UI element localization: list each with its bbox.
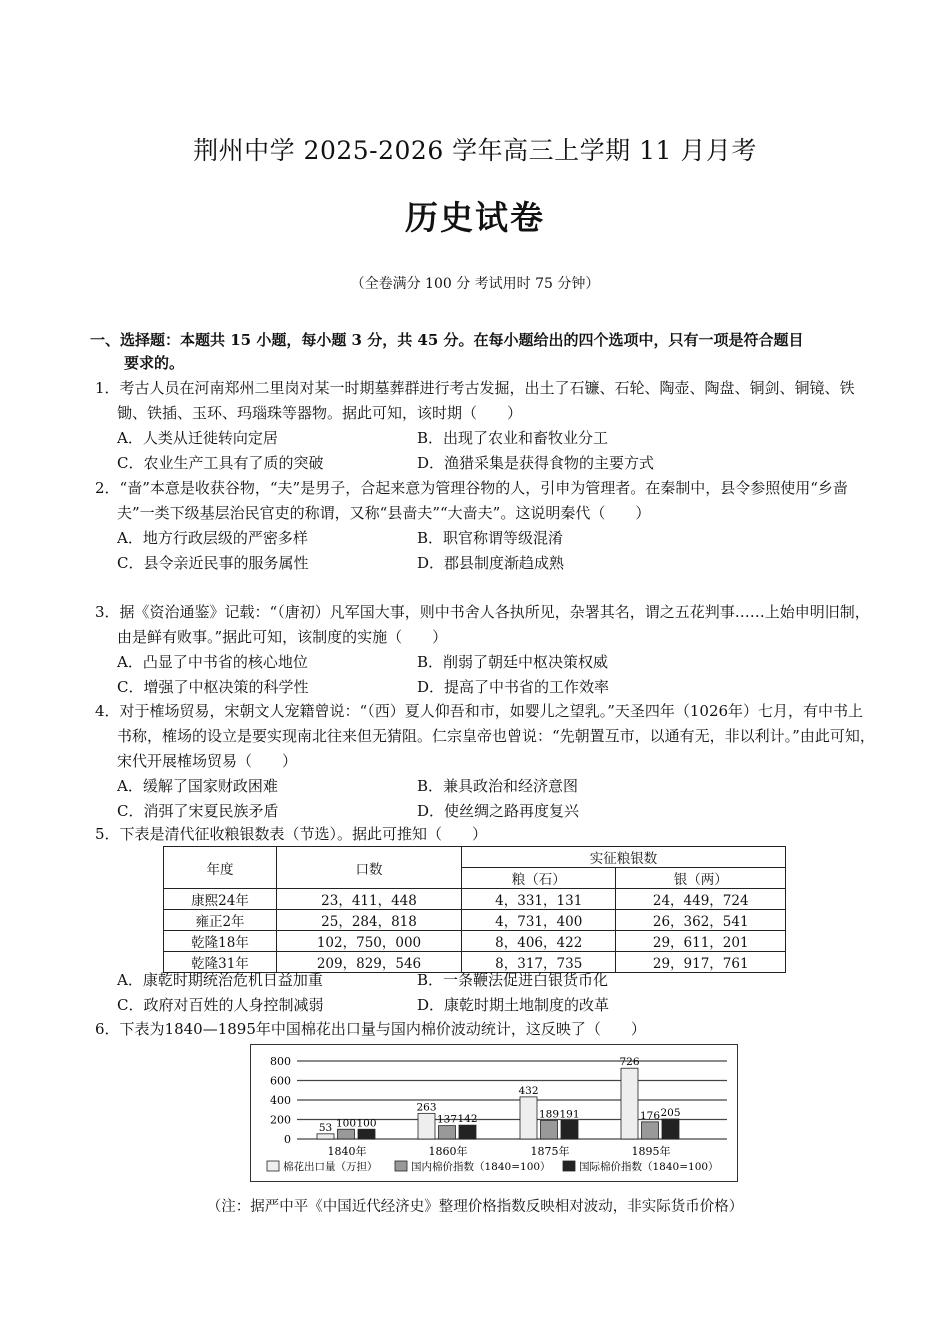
option-d[interactable]: D．康乾时期土地制度的改革: [417, 996, 610, 1014]
bar: [439, 1126, 456, 1139]
bar: [459, 1125, 476, 1139]
option-b[interactable]: B．职官称谓等级混淆: [417, 529, 564, 547]
cell-population: 25，284，818: [277, 910, 462, 931]
legend-label: 棉花出口量（万担）: [283, 1161, 378, 1173]
cell-grain: 4，331，131: [462, 889, 616, 910]
cell-grain: 8，317，735: [462, 952, 616, 973]
cell-year: 康熙24年: [164, 889, 277, 910]
option-b[interactable]: B．一条鞭法促进白银货币化: [417, 971, 609, 989]
bar: [561, 1120, 578, 1139]
cell-silver: 24，449，724: [616, 889, 786, 910]
question-4: [95, 699, 875, 824]
option-b[interactable]: B．出现了农业和畜牧业分工: [417, 429, 609, 447]
option-c[interactable]: C．政府对百姓的人身控制减弱: [117, 996, 324, 1014]
question-options: [95, 426, 875, 476]
data-label: 189: [538, 1108, 560, 1121]
question-2: [95, 476, 875, 576]
x-tick-label: 1875年: [530, 1145, 570, 1158]
subject-title: 历史试卷: [405, 198, 545, 237]
bar: [520, 1097, 537, 1139]
option-a[interactable]: A．地方行政层级的严密多样: [117, 529, 308, 547]
cell-grain: 4，731，400: [462, 910, 616, 931]
option-a[interactable]: A．人类从迁徙转向定居: [117, 429, 278, 447]
question-stem: 2．“啬”本意是收获谷物，“夫”是男子，合起来意为管理谷物的人，引申为管理者。在秦制中，县令参照使用“乡啬夫”一类下级基层治民官吏的称谓，又称“县啬夫”“大啬夫”。这说明秦代（ ）: [95, 479, 848, 522]
data-label: 205: [660, 1107, 681, 1120]
data-label: 53: [318, 1121, 333, 1134]
legend-swatch: [395, 1161, 407, 1171]
x-tick-label: 1895年: [631, 1145, 671, 1158]
col-grain-header: 粮（石）: [462, 868, 616, 889]
question-5: [95, 822, 875, 847]
question-stem: 6．下表为1840—1895年中国棉花出口量与国内棉价波动统计，这反映了（ ）: [95, 1020, 646, 1038]
question-1: [95, 376, 875, 476]
option-c[interactable]: C．县令亲近民事的服务属性: [117, 554, 309, 572]
x-tick-label: 1840年: [327, 1145, 367, 1158]
question-options: [95, 774, 875, 824]
question-options: [95, 650, 875, 700]
cotton-chart-svg: [251, 1045, 737, 1181]
question-stem: 5．下表是清代征收粮银数表（节选）。据此可推知（ ）: [95, 825, 488, 843]
option-d[interactable]: D．渔猎采集是获得食物的主要方式: [417, 454, 655, 472]
bar: [621, 1068, 638, 1139]
cell-grain: 8，406，422: [462, 931, 616, 952]
data-label: 263: [416, 1101, 437, 1114]
question-6: [95, 1017, 875, 1042]
y-tick-label: 400: [270, 1094, 291, 1107]
y-tick-label: 200: [270, 1113, 291, 1127]
option-d[interactable]: D．提高了中书省的工作效率: [417, 678, 610, 696]
col-year-header: 年度: [164, 847, 277, 889]
chart-note: （注：据严中平《中国近代经济史》整理价格指数反映相对波动，非实际货币价格）: [206, 1199, 744, 1215]
table-row: [164, 910, 786, 931]
col-silver-header: 银（两）: [616, 868, 786, 889]
cell-silver: 29，611，201: [616, 931, 786, 952]
question-stem: 1．考古人员在河南郑州二里岗对某一时期墓葬群进行考古发掘，出土了石镰、石轮、陶壶、陶盘、铜剑、铜镜、铁锄、铁插、玉环、玛瑙珠等器物。据此可知，该时期（ ）: [95, 379, 855, 422]
option-a[interactable]: A．凸显了中书省的核心地位: [117, 653, 308, 671]
col-population-header: 口数: [277, 847, 462, 889]
bar: [642, 1122, 659, 1139]
exam-info: （全卷满分 100 分 考试用时 75 分钟）: [350, 276, 600, 292]
cell-year: 乾隆18年: [164, 931, 277, 952]
table-row: [164, 931, 786, 952]
y-tick-label: 600: [270, 1074, 291, 1088]
bar: [541, 1121, 558, 1139]
question-stem: 3．据《资治通鉴》记载：“（唐初）凡军国大事，则中书舍人各执所见，杂署其名，谓之五花判事……上始申明旧制，由是鲜有败事。”据此可知，该制度的实施（ ）: [95, 603, 870, 646]
data-label: 137: [436, 1113, 458, 1126]
question-3: [95, 600, 875, 700]
option-c[interactable]: C．消弭了宋夏民族矛盾: [117, 802, 279, 820]
section-heading: [90, 329, 880, 375]
option-b[interactable]: B．兼具政治和经济意图: [417, 777, 579, 795]
section-heading-line2: 要求的。: [124, 354, 185, 372]
legend-label: 国内棉价指数（1840=100）: [411, 1161, 551, 1173]
data-label: 176: [639, 1109, 661, 1122]
cell-year: 雍正2年: [164, 910, 277, 931]
grain-silver-table: [163, 846, 786, 973]
cell-year: 乾隆31年: [164, 952, 277, 973]
bar: [338, 1129, 355, 1139]
option-d[interactable]: D．使丝绸之路再度复兴: [417, 802, 580, 820]
cell-population: 23，411，448: [277, 889, 462, 910]
cell-silver: 26，362，541: [616, 910, 786, 931]
bar: [317, 1134, 334, 1139]
question-options: [95, 968, 875, 1018]
legend-label: 国际棉价指数（1840=100）: [579, 1161, 719, 1173]
legend-swatch: [563, 1161, 575, 1171]
cell-population: 102，750，000: [277, 931, 462, 952]
option-c[interactable]: C．农业生产工具有了质的突破: [117, 454, 324, 472]
option-a[interactable]: A．缓解了国家财政困难: [117, 777, 278, 795]
bar: [418, 1113, 435, 1139]
cotton-chart: [250, 1044, 738, 1182]
cell-population: 209，829，546: [277, 952, 462, 973]
bar: [662, 1119, 679, 1139]
cell-silver: 29，917，761: [616, 952, 786, 973]
section-heading-line1: 一、选择题：本题共 15 小题，每小题 3 分，共 45 分。在每小题给出的四个选项中，只有一项是符合题目: [90, 331, 804, 349]
y-tick-label: 0: [284, 1133, 291, 1146]
option-b[interactable]: B．削弱了朝廷中枢决策权威: [417, 653, 609, 671]
question-options: [95, 526, 875, 576]
question-stem: 4．对于榷场贸易，宋朝文人宠籍曾说：“（西）夏人仰吾和市，如婴儿之望乳。”天圣四年（1026年）七月，有中书上书称，榷场的设立是要实现南北往来但无猜阻。仁宗皇帝也曾说：“先朝置互市，以通有无，非以利计。”由此可知，宋代开展榷场贸易（ ）: [95, 702, 875, 770]
option-d[interactable]: D．郡县制度渐趋成熟: [417, 554, 565, 572]
data-label: 100: [335, 1117, 357, 1130]
bar: [358, 1129, 375, 1139]
x-tick-label: 1860年: [428, 1145, 468, 1158]
col-group-header: 实征粮银数: [462, 847, 786, 868]
option-c[interactable]: C．增强了中枢决策的科学性: [117, 678, 309, 696]
table-row: [164, 889, 786, 910]
data-label: 191: [559, 1108, 580, 1121]
exam-title: 荆州中学 2025-2026 学年高三上学期 11 月月考: [193, 136, 757, 165]
data-label: 726: [619, 1056, 640, 1069]
data-label: 142: [457, 1113, 478, 1126]
question-5-options: [95, 968, 875, 1018]
y-tick-label: 800: [270, 1055, 291, 1068]
legend-swatch: [267, 1161, 279, 1171]
data-label: 432: [518, 1084, 539, 1097]
data-label: 100: [356, 1117, 377, 1130]
option-a[interactable]: A．康乾时期统治危机日益加重: [117, 971, 323, 989]
